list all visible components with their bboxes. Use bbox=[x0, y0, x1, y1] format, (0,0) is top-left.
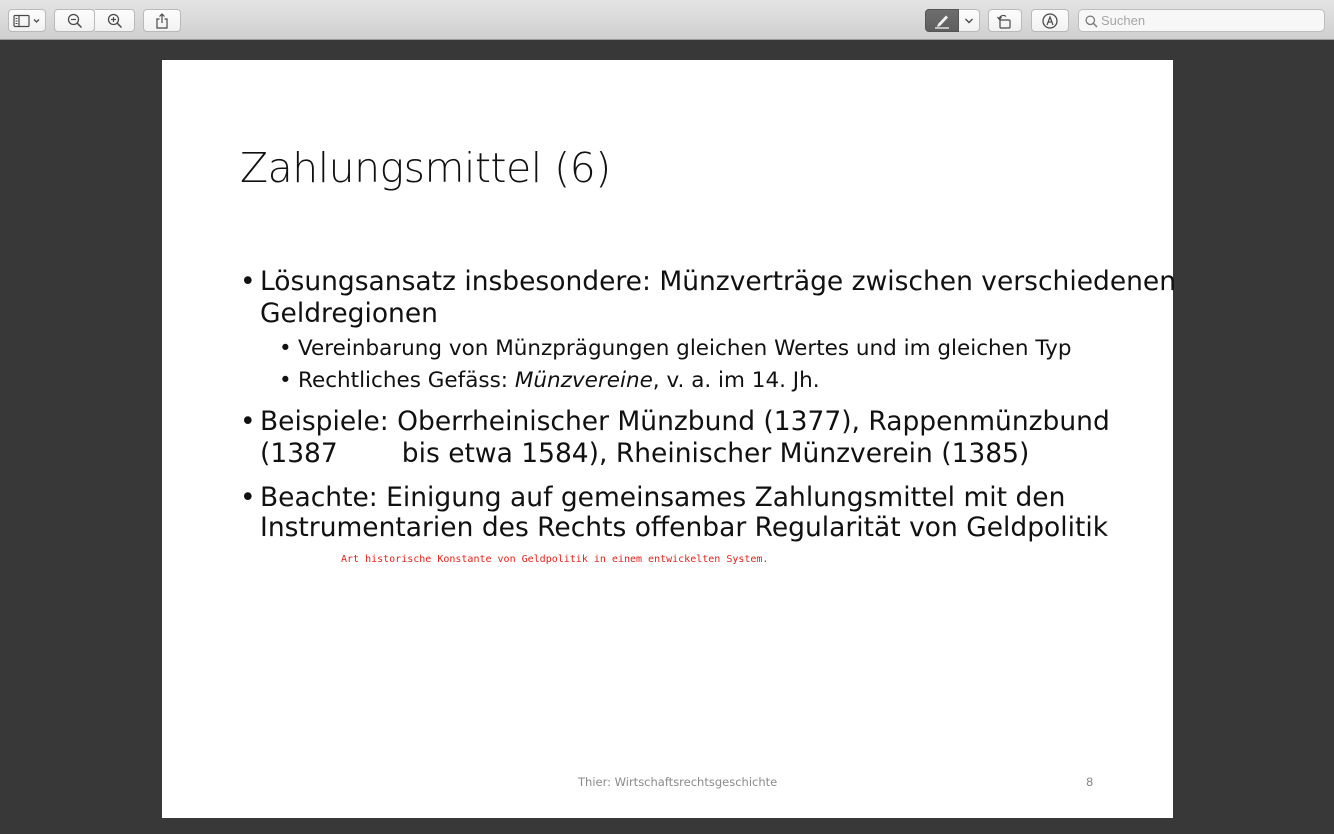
page-number: 8 bbox=[1086, 775, 1094, 789]
search-input[interactable] bbox=[1101, 10, 1321, 31]
bullet-1-line-2: Geldregionen bbox=[260, 298, 438, 329]
sub-bullet-marker: • bbox=[279, 336, 292, 361]
annotate-icon bbox=[1041, 12, 1059, 30]
sidebar-icon bbox=[12, 14, 42, 28]
sub-bullet-marker: • bbox=[279, 368, 292, 393]
search-icon bbox=[1085, 15, 1098, 28]
sub-bullet-1: Vereinbarung von Münzprägungen gleichen Wertes und im gleichen Typ bbox=[298, 336, 1072, 361]
chevron-down-icon bbox=[964, 17, 974, 25]
rotate-icon bbox=[996, 13, 1014, 29]
bullet-2-line-2 bbox=[260, 438, 1029, 470]
sub-bullet-2-suffix: , v. a. im 14. Jh. bbox=[652, 368, 820, 393]
share-button[interactable] bbox=[143, 9, 181, 32]
annotate-button[interactable] bbox=[1031, 9, 1069, 32]
zoom-in-button[interactable] bbox=[95, 9, 135, 32]
zoom-out-button[interactable] bbox=[54, 9, 95, 32]
markup-pen-button[interactable] bbox=[925, 9, 959, 32]
search-field[interactable] bbox=[1078, 9, 1325, 32]
toolbar bbox=[0, 0, 1334, 40]
bullet-2-line-2a: (1387 bbox=[260, 438, 338, 469]
bullet-1-line-1: Lösungsansatz insbesondere: Münzverträge zwischen verschiedenen bbox=[260, 266, 1177, 297]
slide-page bbox=[162, 60, 1177, 818]
rotate-button[interactable] bbox=[988, 9, 1022, 32]
bullet-marker: • bbox=[240, 482, 256, 513]
handwritten-annotation: Art historische Konstante von Geldpolitik in einem entwickelten System. bbox=[341, 554, 769, 565]
markup-dropdown-button[interactable] bbox=[959, 9, 980, 32]
sub-bullet-2-italic: Münzvereine bbox=[514, 368, 653, 393]
bullet-3-line-2: Instrumentarien des Rechts offenbar Regularität von Geldpolitik bbox=[260, 512, 1109, 543]
sub-bullet-2-prefix: Rechtliches Gefäss: bbox=[298, 368, 515, 393]
bullet-2-line-1: Beispiele: Oberrheinischer Münzbund (1377), Rappenmünzbund bbox=[260, 406, 1110, 437]
bullet-marker: • bbox=[240, 266, 256, 297]
markup-pen-icon bbox=[933, 13, 951, 29]
bullet-2-line-2b: bis etwa 1584), Rheinischer Münzverein (1385) bbox=[401, 438, 1030, 469]
slide-title: Zahlungsmittel (6) bbox=[240, 144, 611, 192]
bullet-marker: • bbox=[240, 406, 256, 437]
zoom-out-icon bbox=[67, 13, 83, 29]
share-icon bbox=[155, 13, 169, 29]
zoom-in-icon bbox=[107, 13, 123, 29]
slide-footer: Thier: Wirtschaftsrechtsgeschichte bbox=[578, 775, 778, 789]
sidebar-toggle-button[interactable] bbox=[8, 9, 46, 32]
bullet-3-line-1: Beachte: Einigung auf gemeinsames Zahlungsmittel mit den bbox=[260, 482, 1066, 513]
sub-bullet-2 bbox=[298, 366, 820, 396]
